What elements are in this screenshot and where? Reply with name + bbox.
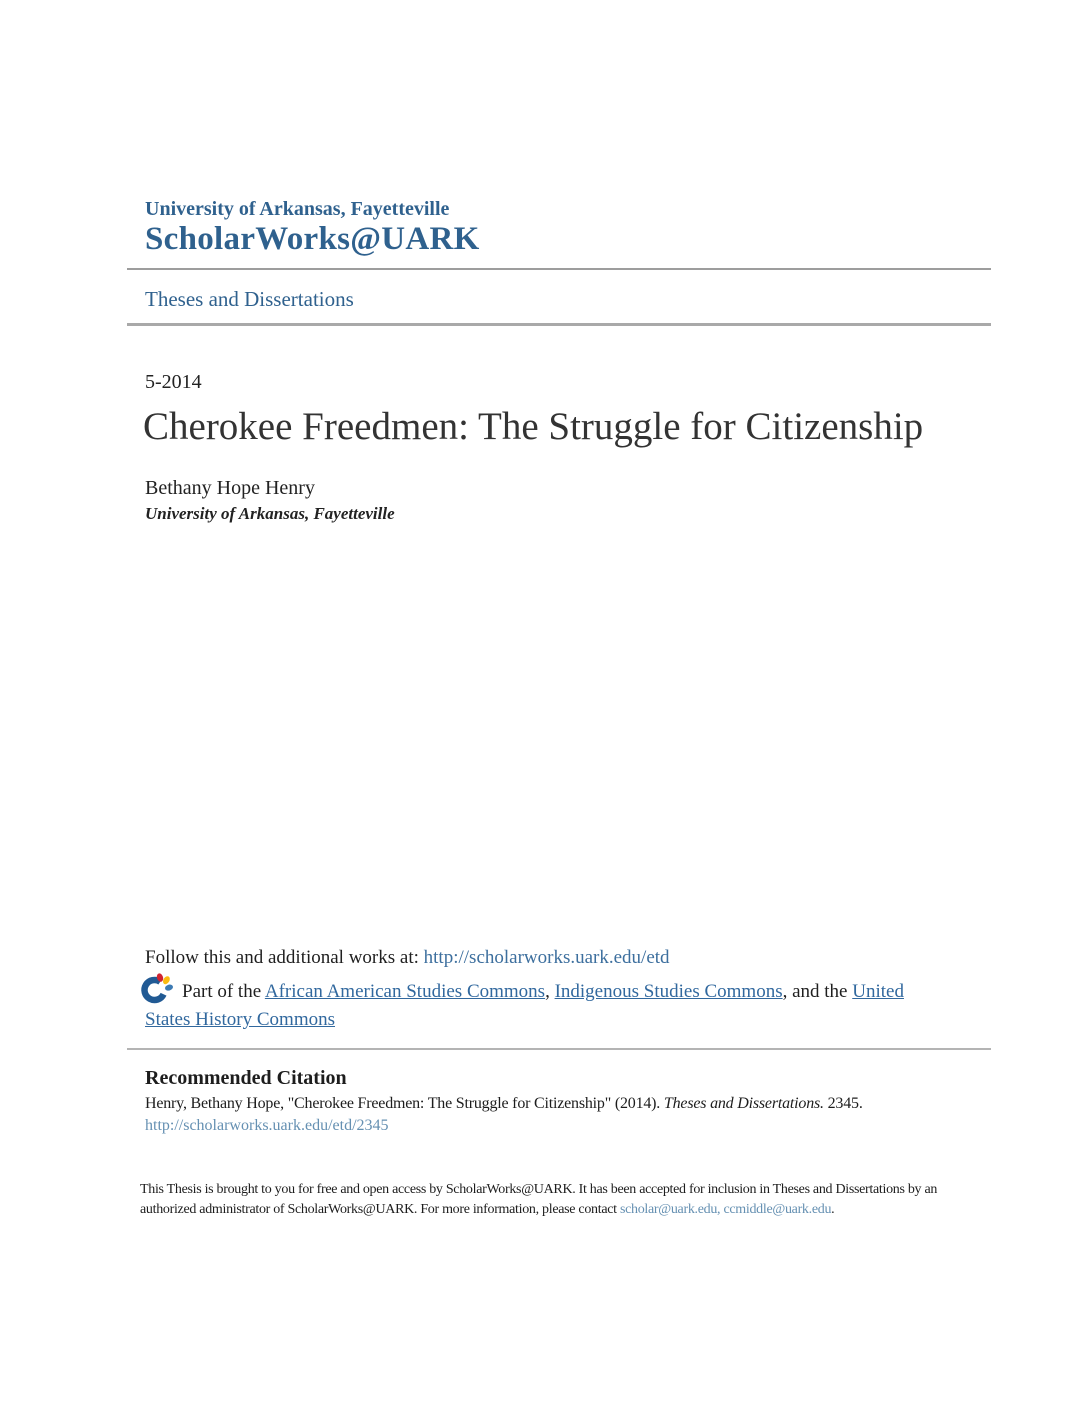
citation-series-italic: Theses and Dissertations. bbox=[663, 1095, 824, 1112]
series-link-theses-and-dissertations[interactable]: Theses and Dissertations bbox=[145, 287, 354, 311]
recommended-citation-heading: Recommended Citation bbox=[145, 1067, 347, 1089]
commons-memberships-line1 bbox=[182, 981, 904, 1003]
publication-date: 5-2014 bbox=[145, 371, 202, 393]
repository-title: ScholarWorks@UARK bbox=[145, 221, 480, 257]
follow-works-link[interactable]: http://scholarworks.uark.edu/etd bbox=[423, 947, 670, 968]
commons-memberships-line2 bbox=[145, 1009, 335, 1031]
citation-text-start: Henry, Bethany Hope, "Cherokee Freedmen: The Struggle for Citizenship" (2014). bbox=[145, 1095, 664, 1112]
contact-email-scholar[interactable]: scholar@uark.edu, bbox=[619, 1202, 721, 1217]
citation-url-link[interactable]: http://scholarworks.uark.edu/etd/2345 bbox=[145, 1117, 389, 1134]
contact-email-ccmiddle[interactable]: ccmiddle@uark.edu bbox=[723, 1202, 832, 1217]
institution-name: University of Arkansas, Fayetteville bbox=[145, 198, 450, 220]
follow-works-line bbox=[145, 947, 670, 969]
divider-top bbox=[127, 268, 991, 270]
divider-above-citation bbox=[127, 1048, 991, 1050]
commons-prefix: Part of the bbox=[182, 981, 265, 1002]
citation-number: 2345. bbox=[823, 1095, 863, 1112]
access-statement-line1: This Thesis is brought to you for free and open access by ScholarWorks@UARK. It has been accepted for inclusion in Theses and Dissertations by an bbox=[140, 1182, 938, 1197]
follow-works-label: Follow this and additional works at: bbox=[145, 947, 424, 968]
citation-text bbox=[145, 1095, 863, 1113]
commons-separator-2: , and the bbox=[782, 981, 853, 1002]
link-united-states-history-commons-part2[interactable]: States History Commons bbox=[145, 1009, 336, 1030]
author-affiliation: University of Arkansas, Fayetteville bbox=[145, 504, 395, 523]
digital-commons-icon bbox=[140, 973, 174, 1005]
commons-separator: , bbox=[545, 981, 555, 1002]
citation-url-line bbox=[145, 1117, 389, 1135]
thesis-title: Cherokee Freedmen: The Struggle for Citizenship bbox=[143, 405, 924, 448]
link-united-states-history-commons-part1[interactable]: United bbox=[852, 981, 904, 1002]
access-statement-line2-text: authorized administrator of ScholarWorks@UARK. For more information, please contact bbox=[140, 1202, 620, 1217]
link-indigenous-studies-commons[interactable]: Indigenous Studies Commons bbox=[554, 981, 783, 1002]
access-statement bbox=[140, 1180, 937, 1220]
divider-under-series bbox=[127, 323, 991, 326]
repository-masthead bbox=[145, 197, 480, 257]
author-name: Bethany Hope Henry bbox=[145, 477, 315, 499]
access-statement-period: . bbox=[831, 1202, 835, 1217]
link-african-american-studies-commons[interactable]: African American Studies Commons bbox=[264, 981, 546, 1002]
access-statement-line2 bbox=[140, 1200, 937, 1220]
